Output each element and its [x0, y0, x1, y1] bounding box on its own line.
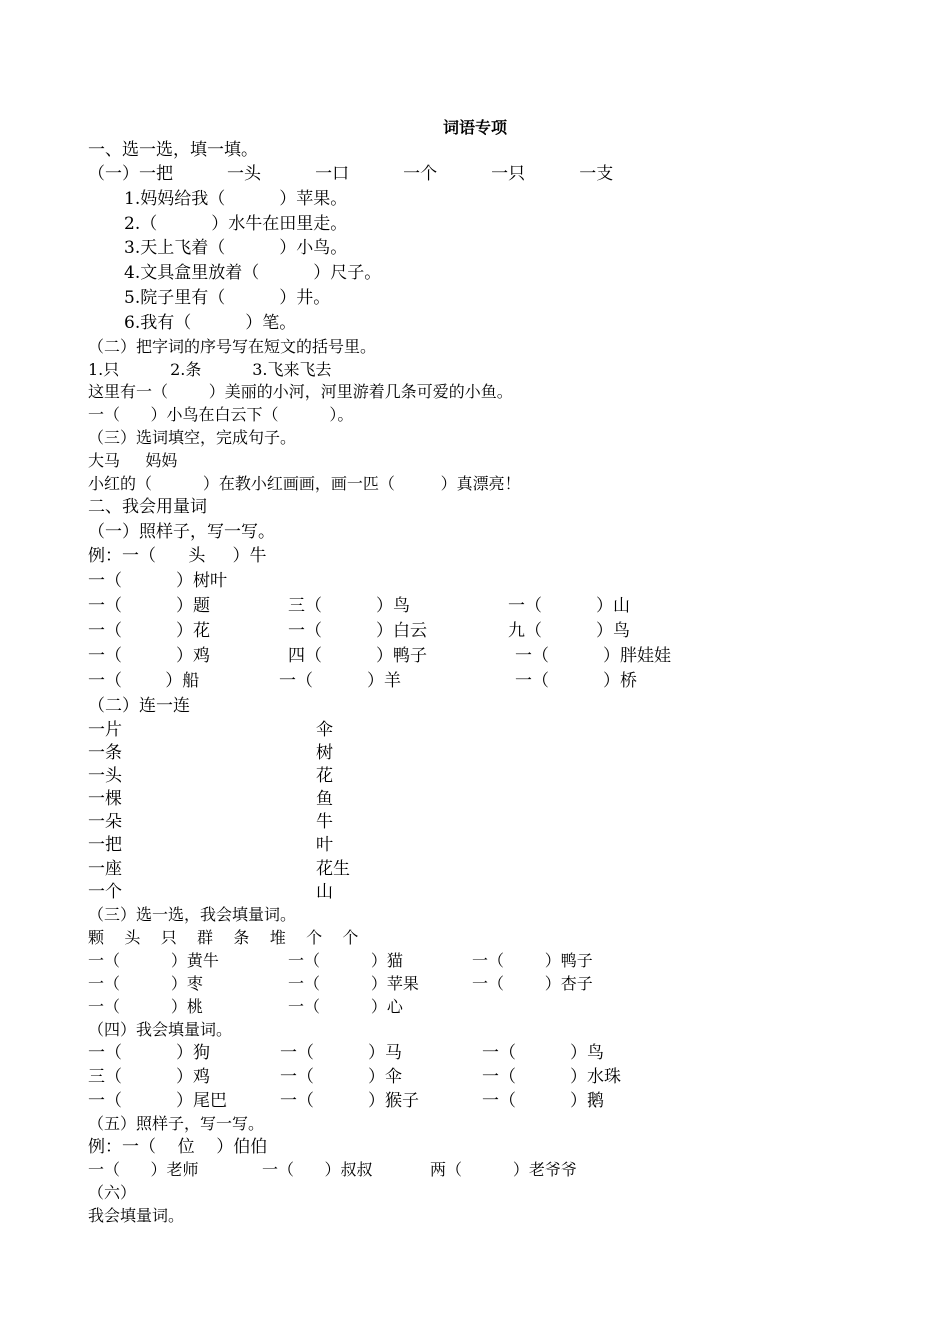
match-left-item: 一个: [88, 882, 122, 902]
match-left-item: 一把: [88, 835, 122, 855]
match-left-item: 一朵: [88, 812, 122, 832]
part2-s3-cell: 一（ ）黄牛: [88, 951, 219, 970]
part2-s4-cell: 一（ ）尾巴: [88, 1091, 228, 1111]
part2-s1-cell: 九（ ）鸟: [508, 621, 631, 641]
part2-s5-item: 两（ ）老爷爷: [430, 1160, 577, 1179]
part2-s1-cell: 一（ ）桥: [515, 671, 638, 691]
part2-s3-cell: 一（ ）杏子: [472, 974, 593, 993]
part2-s1-example: 例：一（ 头 ）牛: [88, 546, 267, 566]
part1-s1-options: （一）一把 一头 一口 一个 一只 一支: [88, 164, 614, 184]
part1-heading: 一、选一选，填一填。: [88, 140, 258, 160]
match-right-item: 花生: [316, 859, 350, 879]
part2-s1-first: 一（ ）树叶: [88, 571, 228, 591]
part2-s5-item: 一（ ）叔叔: [262, 1160, 373, 1179]
part1-s2-options: 1.只 2.条 3.飞来飞去: [88, 360, 332, 379]
part2-s3-options: 颗 头 只 群 条 堆 个 个: [88, 928, 359, 947]
match-left-item: 一条: [88, 743, 122, 763]
part1-s2-heading: （二）把字词的序号写在短文的括号里。: [88, 337, 377, 356]
match-right-item: 花: [316, 766, 333, 786]
part2-s4-cell: 一（ ）狗: [88, 1043, 211, 1063]
part2-heading: 二、我会用量词: [88, 497, 207, 517]
match-right-item: 伞: [316, 720, 333, 740]
part2-s1-cell: 一（ ）白云: [288, 621, 428, 641]
match-right-item: 叶: [316, 835, 333, 855]
part2-s1-cell: 一（ ）花: [88, 621, 211, 641]
part2-s3-heading: （三）选一选，我会填量词。: [88, 905, 297, 924]
match-left-item: 一头: [88, 766, 122, 786]
part2-s3-cell: 一（ ）心: [288, 997, 403, 1016]
part2-s5-example: 例：一（ 位 ）伯伯: [88, 1137, 268, 1157]
part2-s5-item: 一（ ）老师: [88, 1160, 199, 1179]
part2-s4-cell: 一（ ）马: [280, 1043, 403, 1063]
match-right-item: 树: [316, 743, 333, 763]
part1-s3-line: 小红的（ ）在教小红画画，画一匹（ ）真漂亮！: [88, 474, 521, 493]
part2-s2-heading: （二）连一连: [88, 696, 190, 716]
part2-s4-cell: 一（ ）猴子: [280, 1091, 420, 1111]
part1-s1-item-2: 2.（ ）水牛在田里走。: [124, 214, 348, 234]
part2-s3-cell: 一（ ）枣: [88, 974, 203, 993]
part2-s1-heading: （一）照样子，写一写。: [88, 522, 275, 542]
part2-s4-cell: 一（ ）鹅: [482, 1091, 605, 1111]
part2-s3-cell: 一（ ）桃: [88, 997, 203, 1016]
part2-s3-cell: 一（ ）苹果: [288, 974, 419, 993]
match-right-item: 山: [316, 882, 333, 902]
part2-s6-text: 我会填量词。: [88, 1206, 185, 1225]
part2-s1-cell: 四（ ）鸭子: [288, 646, 428, 666]
part1-s2-line-2: 一（ ）小鸟在白云下（ ）。: [88, 405, 354, 424]
part1-s3-heading: （三）选词填空，完成句子。: [88, 428, 297, 447]
match-left-item: 一片: [88, 720, 122, 740]
part2-s1-cell: 一（ ）鸡: [88, 646, 211, 666]
match-right-item: 牛: [316, 812, 333, 832]
part2-s1-cell: 一（ ）胖娃娃: [515, 646, 672, 666]
page-title: 词语专项: [442, 118, 507, 137]
part2-s6-heading: （六）: [88, 1183, 137, 1202]
match-left-item: 一座: [88, 859, 122, 879]
part2-s4-cell: 一（ ）水珠: [482, 1067, 622, 1087]
part2-s1-cell: 一（ ）山: [508, 596, 631, 616]
part1-s1-item-3: 3.天上飞着（ ）小鸟。: [124, 238, 348, 258]
part2-s4-cell: 一（ ）伞: [280, 1067, 403, 1087]
part2-s4-cell: 一（ ）鸟: [482, 1043, 605, 1063]
part1-s2-line-1: 这里有一（ ）美丽的小河，河里游着几条可爱的小鱼。: [88, 382, 513, 401]
part2-s4-heading: （四）我会填量词。: [88, 1020, 233, 1039]
part2-s5-heading: （五）照样子，写一写。: [88, 1114, 265, 1133]
match-left-item: 一棵: [88, 789, 122, 809]
part2-s1-cell: 一（ ）船: [88, 671, 200, 691]
part2-s4-cell: 三（ ）鸡: [88, 1067, 211, 1087]
part2-s1-cell: 一（ ）题: [88, 596, 211, 616]
part1-s1-item-5: 5.院子里有（ ）井。: [124, 288, 331, 308]
part2-s1-cell: 一（ ）羊: [279, 671, 402, 691]
part2-s1-cell: 三（ ）鸟: [288, 596, 411, 616]
part1-s1-item-6: 6.我有（ ）笔。: [124, 313, 297, 333]
part2-s3-cell: 一（ ）鸭子: [472, 951, 593, 970]
part1-s1-item-4: 4.文具盒里放着（ ）尺子。: [124, 263, 382, 283]
match-right-item: 鱼: [316, 789, 333, 809]
part1-s3-options: 大马 妈妈: [88, 451, 178, 470]
part1-s1-item-1: 1.妈妈给我（ ）苹果。: [124, 189, 348, 209]
part2-s3-cell: 一（ ）猫: [288, 951, 403, 970]
